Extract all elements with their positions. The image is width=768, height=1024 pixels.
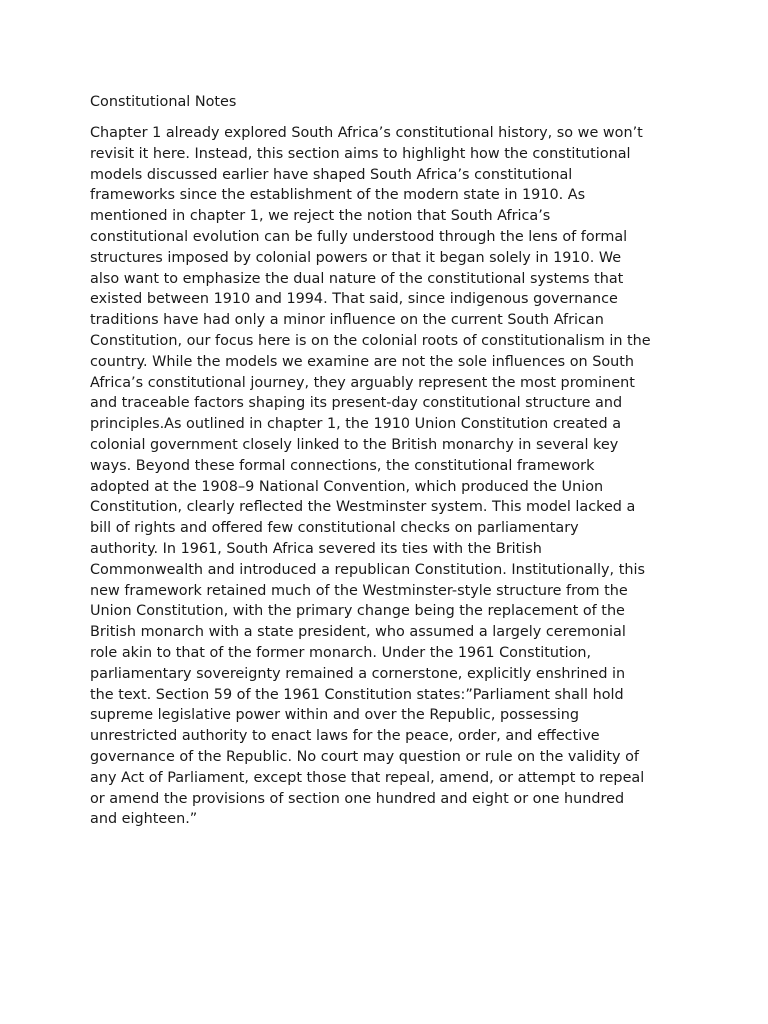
body-text-line: unrestricted authority to enact laws for the peace, order, and effective xyxy=(90,728,600,745)
body-text-line: any Act of Parliament, except those that repeal, amend, or attempt to repeal xyxy=(90,769,645,786)
body-text-line: or amend the provisions of section one hundred and eight or one hundred xyxy=(90,790,625,807)
body-text-line: models discussed earlier have shaped South Africa’s constitutional xyxy=(90,166,573,183)
body-text-line: also want to emphasize the dual nature of the constitutional systems that xyxy=(90,270,624,287)
body-text-line: colonial government closely linked to the British monarchy in several key xyxy=(90,436,619,453)
body-text-line: existed between 1910 and 1994. That said, since indigenous governance xyxy=(90,291,618,308)
body-text-line: constitutional evolution can be fully understood through the lens of formal xyxy=(90,228,628,245)
body-text-line: governance of the Republic. No court may question or rule on the validity of xyxy=(90,748,639,765)
body-text-line: and traceable factors shaping its present-day constitutional structure and xyxy=(90,395,623,412)
body-text-line: role akin to that of the former monarch. Under the 1961 Constitution, xyxy=(90,644,592,661)
body-text-line: revisit it here. Instead, this section aims to highlight how the constitutional xyxy=(90,145,631,162)
body-text-line: new framework retained much of the Westminster-style structure from the xyxy=(90,582,628,599)
body-text-line: parliamentary sovereignty remained a cornerstone, explicitly enshrined in xyxy=(90,665,626,682)
body-text-line: supreme legislative power within and over the Republic, possessing xyxy=(90,707,580,724)
body-text-line: country. While the models we examine are not the sole influences on South xyxy=(90,353,635,370)
body-text-line: mentioned in chapter 1, we reject the notion that South Africa’s xyxy=(90,208,551,225)
body-text-line: Constitution, our focus here is on the colonial roots of constitutionalism in the xyxy=(90,332,651,349)
body-text-line: structures imposed by colonial powers or that it began solely in 1910. We xyxy=(90,249,622,266)
body-text-line: principles.As outlined in chapter 1, the 1910 Union Constitution created a xyxy=(90,416,622,433)
body-text-line: bill of rights and offered few constitutional checks on parliamentary xyxy=(90,520,579,537)
body-text-line: frameworks since the establishment of the modern state in 1910. As xyxy=(90,187,586,204)
body-text-line: the text. Section 59 of the 1961 Constitution states:”Parliament shall hold xyxy=(90,686,624,703)
body-text-line: authority. In 1961, South Africa severed its ties with the British xyxy=(90,540,542,557)
body-text-line: ways. Beyond these formal connections, the constitutional framework xyxy=(90,457,595,474)
body-text-line: and eighteen.” xyxy=(90,811,198,828)
body-text-line: adopted at the 1908–9 National Convention, which produced the Union xyxy=(90,478,604,495)
body-text-line: British monarch with a state president, who assumed a largely ceremonial xyxy=(90,624,626,641)
body-text-line: Africa’s constitutional journey, they arguably represent the most prominent xyxy=(90,374,635,391)
body-text-line: Chapter 1 already explored South Africa’s constitutional history, so we won’t xyxy=(90,125,643,141)
body-text-line: Commonwealth and introduced a republican Constitution. Institutionally, this xyxy=(90,561,645,578)
document-title: Constitutional Notes xyxy=(90,94,237,110)
body-text-line: Union Constitution, with the primary change being the replacement of the xyxy=(90,603,625,620)
document-body xyxy=(90,123,686,830)
body-text-line: Constitution, clearly reflected the Westminster system. This model lacked a xyxy=(90,499,636,516)
body-text-line: traditions have had only a minor influence on the current South African xyxy=(90,312,604,329)
